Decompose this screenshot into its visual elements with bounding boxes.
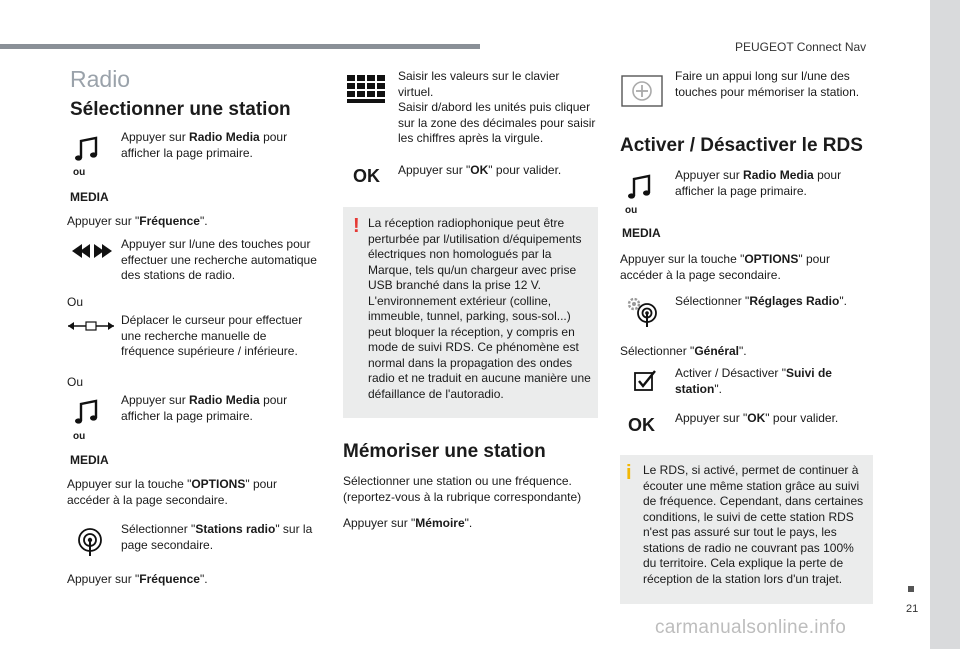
header-brand: PEUGEOT Connect Nav (735, 40, 867, 54)
warning-box (343, 207, 598, 418)
warning-text: La réception radiophonique peut être perturbée par l/utilisation d/équipements électriques non homologués par la Marque, tels qu/un chargeur avec prise USB branché dans la prise 12 V. L'environnement extérieur (colline, immeuble, tunnel, parking, sous-sol...) peut bloquer la réception, y compris en mode de suivi RDS. Ce phénomène est normal dans la propagation des ondes radio et ne traduit en aucune manière une défaillance de l'autoradio. (368, 216, 591, 401)
music-note-icon (72, 397, 110, 432)
seek-arrows-icon (70, 240, 114, 267)
add-preset-icon (621, 75, 663, 112)
heading-rds: Activer / Désactiver le RDS (620, 135, 863, 156)
page-sidebar (930, 0, 960, 649)
keypad-instruction-1: Saisir les valeurs sur le clavier virtuel. (398, 69, 560, 99)
heading-select-station: Sélectionner une station (70, 99, 291, 120)
slider-icon (66, 318, 116, 339)
page-marker (908, 586, 914, 592)
warning-icon: ! (353, 215, 360, 237)
media-key-label: MEDIA (70, 190, 109, 204)
general-instruction: Sélectionner "Général". (620, 344, 747, 358)
heading-memorize-station: Mémoriser une station (343, 441, 546, 462)
ok-key-icon: OK (628, 415, 655, 435)
slider-instruction: Déplacer le curseur pour effectuer une recherche manuelle de fréquence supérieure / inférieure. (121, 313, 303, 358)
info-text: Le RDS, si activé, permet de continuer à écouter une même station grâce au suivi de fréquence. Cependant, dans certaines conditions, le suivi de cette station RDS n'est pas assuré sur tout le pays, les stations de radio ne couvrant pas 100% du territoire. Cela explique la perte de réception de la station lors d'un trajet. (643, 463, 864, 586)
media-instruction: Appuyer sur Radio Media pour afficher la page primaire. (675, 168, 842, 198)
media-instruction: Appuyer sur Radio Media pour afficher la page primaire. (121, 130, 288, 160)
section-title: Radio (70, 66, 131, 92)
frequence-instruction-2: Appuyer sur "Fréquence". (67, 572, 208, 586)
music-note-icon (625, 172, 663, 207)
ok-key-icon: OK (353, 166, 380, 186)
header-rule (0, 44, 480, 49)
ou-label: ou (625, 205, 638, 216)
watermark: carmanualsonline.info (655, 617, 847, 638)
select-station-instruction: Sélectionner une station ou une fréquence. (reportez-vous à la rubrique correspondante) (343, 474, 582, 504)
media-key-label: MEDIA (622, 226, 661, 240)
radio-settings-icon (626, 296, 660, 333)
ou-label: ou (73, 167, 86, 178)
ok-instruction: Appuyer sur "OK" pour valider. (675, 411, 839, 425)
media-key-label: MEDIA (70, 453, 109, 467)
info-icon: i (626, 462, 632, 484)
media-instruction: Appuyer sur Radio Media pour afficher la page primaire. (121, 393, 288, 423)
or-label-2: Ou (67, 375, 84, 389)
music-note-icon (72, 134, 110, 169)
checkbox-icon (633, 368, 657, 397)
longpress-instruction: Faire un appui long sur l/une des touches pour mémoriser la station. (675, 69, 860, 99)
frequence-instruction: Appuyer sur "Fréquence". (67, 214, 208, 228)
memoire-instruction: Appuyer sur "Mémoire". (343, 516, 473, 530)
suivi-instruction: Activer / Désactiver "Suivi de station". (675, 366, 832, 396)
ou-label: ou (73, 431, 86, 442)
radio-antenna-icon (77, 527, 103, 562)
or-label-1: Ou (67, 295, 84, 309)
options-instruction: Appuyer sur la touche "OPTIONS" pour accéder à la page secondaire. (67, 477, 277, 507)
reglages-instruction: Sélectionner "Réglages Radio". (675, 294, 847, 308)
keypad-icon (347, 75, 385, 108)
options-instruction: Appuyer sur la touche "OPTIONS" pour accéder à la page secondaire. (620, 252, 830, 282)
info-box (620, 455, 873, 604)
stations-instruction: Sélectionner "Stations radio" sur la page secondaire. (121, 522, 313, 552)
ok-instruction: Appuyer sur "OK" pour valider. (398, 163, 562, 177)
keypad-instruction-2: Saisir d/abord les unités puis cliquer sur la zone des décimales pour saisir les chiffres après la virgule. (398, 100, 596, 145)
seek-instruction: Appuyer sur l/une des touches pour effectuer une recherche automatique des stations de radio. (121, 237, 317, 282)
page-number: 21 (906, 603, 919, 615)
